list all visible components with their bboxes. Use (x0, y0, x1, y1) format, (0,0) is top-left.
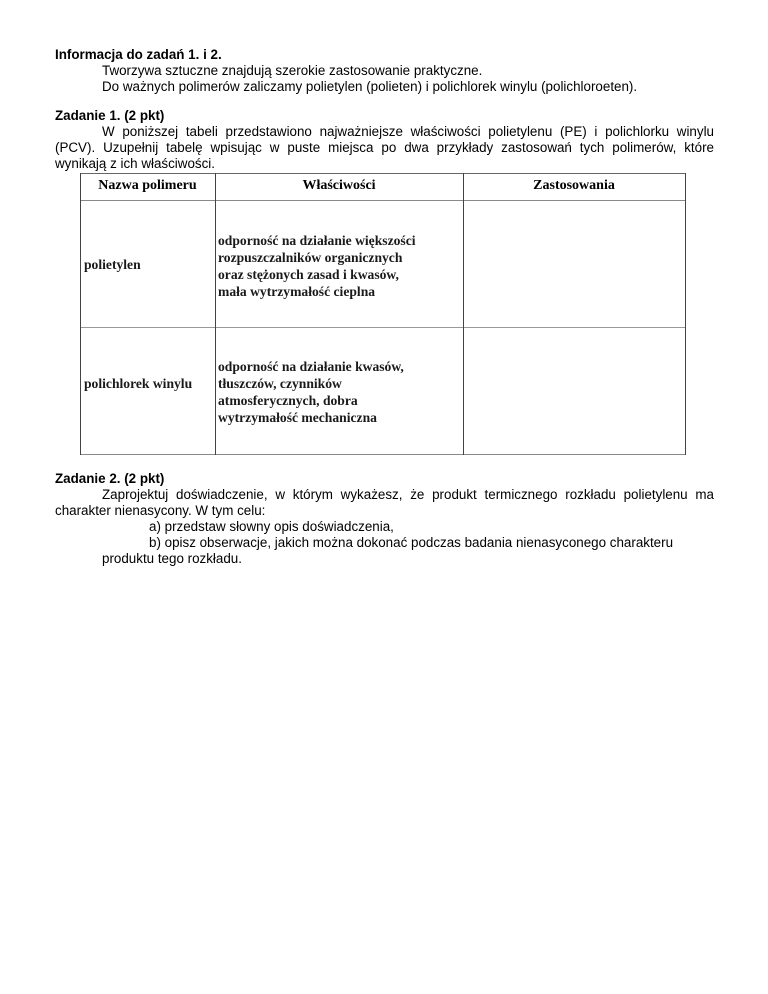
task1-heading: Zadanie 1. (2 pkt) (55, 108, 165, 123)
row-pvc-uses-cell[interactable] (464, 328, 685, 454)
header-polymer-name: Nazwa polimeru (98, 178, 197, 193)
property-line: wytrzymałość mechaniczna (218, 410, 377, 425)
property-line: odporność na działanie kwasów, (218, 359, 404, 374)
property-line: oraz stężonych zasad i kwasów, (218, 267, 399, 282)
task1-line-2: (PCV). Uzupełnij tabelę wpisując w puste miejsca po dwa przykłady zastosowań tych polimerów, które (55, 140, 714, 155)
task2-item-a: a) przedstaw słowny opis doświadczenia, (149, 519, 394, 534)
property-line: rozpuszczalników organicznych (218, 250, 403, 265)
info-line-2: Do ważnych polimerów zaliczamy polietylen (polieten) i polichlorek winylu (polichloroeten). (102, 79, 638, 94)
task1-line-1: W poniższej tabeli przedstawiono najważniejsze właściwości polietylenu (PE) i polichlorku winylu (102, 124, 714, 139)
property-line: tłuszczów, czynników (218, 376, 342, 391)
property-line: mała wytrzymałość cieplna (218, 284, 376, 299)
info-heading: Informacja do zadań 1. i 2. (55, 47, 222, 62)
header-applications: Zastosowania (533, 178, 615, 193)
row-polietylen-name: polietylen (84, 257, 141, 272)
task2-item-b: b) opisz obserwacje, jakich można dokonać podczas badania nienasyconego charakteru (149, 535, 674, 550)
info-line-1: Tworzywa sztuczne znajdują szerokie zastosowanie praktyczne. (102, 63, 483, 78)
task2-heading: Zadanie 2. (2 pkt) (55, 471, 165, 486)
row-polietylen-uses-cell[interactable] (464, 201, 685, 327)
header-properties: Właściwości (302, 178, 376, 193)
polymer-table (80, 173, 686, 455)
property-line: atmosferycznych, dobra (218, 393, 358, 408)
task2-line-2: charakter nienasycony. W tym celu: (55, 503, 266, 518)
property-line: odporność na działanie większości (218, 233, 416, 248)
task2-line-1: Zaprojektuj doświadczenie, w którym wykażesz, że produkt termicznego rozkładu polietylenu ma (102, 487, 714, 502)
task1-line-3: wynikają z ich właściwości. (55, 156, 215, 171)
row-pvc-name: polichlorek winylu (84, 376, 193, 391)
task2-item-b-continued: produktu tego rozkładu. (102, 551, 242, 566)
